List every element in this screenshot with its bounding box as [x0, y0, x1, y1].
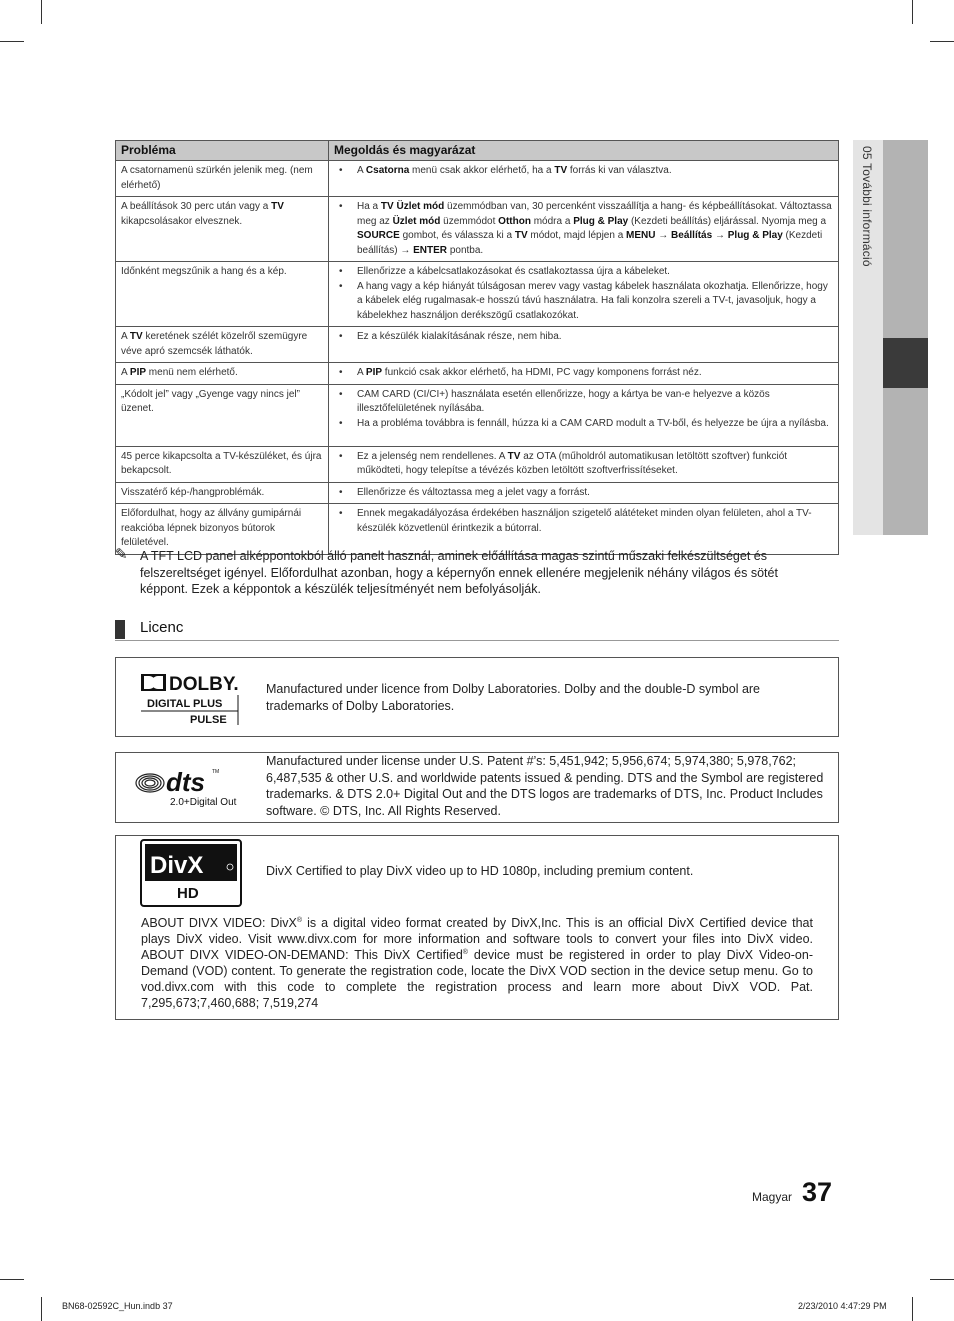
table-row [116, 363, 839, 385]
solution-item: • Ez a készülék kialakításának része, nem hiba. [337, 330, 833, 345]
dolby-logo [140, 672, 250, 728]
dts-logo-subtitle: 2.0+Digital Out [170, 797, 237, 808]
solution-cell [329, 197, 839, 262]
dts-logo [134, 765, 246, 815]
solution-cell [329, 327, 839, 363]
problem-cell: Visszatérő kép-/hangproblémák. [116, 482, 329, 504]
solution-item: • A hang vagy a kép hiányát túlságosan merev vagy vastag kábelek használata okozhatja. Ellenőrizze, hogy a kábelek elég rugalmasak-e hosszú távú használatra. Ha fali konzolra szereli a TV-t, javasoljuk, hogy a kábelekhez használjon derékszögű csatlakozókat. [337, 280, 833, 324]
solution-item: • Ha a TV Üzlet mód üzemmódban van, 30 percenként visszaállítja a hang- és képbeállításokat. Változtassa meg az Üzlet mód üzemmódot Otthon módra a Plug & Play (Kezdeti beállítás) eljárással. Nyomja meg a SOURCE gombot, és válassza ki a TV módot, majd lépjen a MENU → Beállítás → Plug & Play (Kezdeti beállítás) → ENTER pontba. [337, 200, 833, 258]
section-title: Licenc [140, 619, 184, 636]
problem-cell: A csatornamenü szürkén jelenik meg. (nem elérhető) [116, 161, 329, 197]
dts-license-box [115, 752, 839, 823]
solution-cell [329, 384, 839, 446]
table-row [116, 384, 839, 446]
problem-cell: A TV keretének szélét közelről szemügyre véve apró szemcsék láthatók. [116, 327, 329, 363]
lcd-note-text: A TFT LCD panel alképpontokból álló panelt használ, aminek előállítása magas szintű műszaki felkészültséget és felszereltséget igényel. Előfordulhat azonban, hogy a képernyőn ennek ellenére megjelenik néhány világos és sötét képpont. Ezek a képpontok a készülék teljesítményét nem befolyásolják. [140, 549, 778, 596]
divx-logo-hd: HD [177, 885, 199, 902]
table-row [116, 446, 839, 482]
page-language: Magyar [752, 1190, 793, 1204]
table-row [116, 482, 839, 504]
pencil-note-icon: ✎ [115, 546, 128, 563]
crop-mark [0, 41, 24, 42]
dolby-logo-pulse: PULSE [190, 714, 227, 726]
solution-cell [329, 504, 839, 555]
dolby-license-text: Manufactured under licence from Dolby Laboratories. Dolby and the double-D symbol are trademarks of Dolby Laboratories. [266, 682, 761, 713]
divx-about-part3: device must be registered in order to play DivX Video-on-Demand (VOD) content. To generate the registration code, locate the DivX VOD section in the device setup menu. Go to vod.divx.com with this code to complete the registration process and learn more about DivX VOD. Pat. 7,295,673;7,460,688; 7,519,274 [141, 948, 813, 1010]
solution-item: • Ez a jelenség nem rendellenes. A TV az OTA (műholdról automatikusan letöltött szoftver) funkciót működteti, hogy telepítse a tévézés közben letöltött szoftverfrissítéseket. [337, 450, 833, 479]
table-row [116, 262, 839, 327]
problem-cell: A beállítások 30 perc után vagy a TV kikapcsolásakor elvesznek. [116, 197, 329, 262]
solution-item: • Ellenőrizze a kábelcsatlakozásokat és csatlakoztassa újra a kábeleket. [337, 265, 833, 280]
problem-cell: Időnként megszűnik a hang és a kép. [116, 262, 329, 327]
table-row [116, 504, 839, 555]
problem-cell: 45 perce kikapcsolta a TV-készüléket, és újra bekapcsolt. [116, 446, 329, 482]
dolby-license-box [115, 657, 839, 737]
table-row [116, 197, 839, 262]
solution-item: • Ellenőrizze és változtassa meg a jelet vagy a forrást. [337, 486, 833, 501]
problem-cell: Előfordulhat, hogy az állvány gumipárnái reakcióba lépnek bizonyos bútorok felületével. [116, 504, 329, 555]
crop-mark [912, 1297, 913, 1321]
crop-mark [0, 1279, 24, 1280]
page-number: 37 [802, 1177, 833, 1207]
solution-cell [329, 363, 839, 385]
problem-cell: „Kódolt jel” vagy „Gyenge vagy nincs jel” üzenet. [116, 384, 329, 446]
divx-license-text: DivX Certified to play DivX video up to HD 1080p, including premium content. [266, 864, 694, 878]
registered-mark: ® [296, 916, 303, 924]
dts-logo-tm: TM [212, 769, 220, 775]
divx-about-text [141, 915, 813, 1011]
solution-cell [329, 482, 839, 504]
table-header-row [116, 141, 839, 161]
header-problem: Probléma [116, 141, 329, 161]
crop-mark [912, 0, 913, 24]
solution-item: • A Csatorna menü csak akkor elérhető, ha a TV forrás ki van választva. [337, 164, 833, 179]
solution-item: • CAM CARD (CI/CI+) használata esetén ellenőrizze, hogy a kártya be van-e helyezve a közös illesztőfelületének nyílásába. [337, 388, 833, 417]
crop-mark [41, 1297, 42, 1321]
crop-mark [930, 1279, 954, 1280]
table-row [116, 327, 839, 363]
crop-mark [41, 0, 42, 24]
solution-cell [329, 161, 839, 197]
divx-about-part1: ABOUT DIVX VIDEO: DivX [141, 916, 297, 930]
section-marker [115, 620, 125, 639]
lcd-note [115, 548, 815, 598]
divx-logo [140, 839, 242, 907]
dolby-logo-digital-plus: DIGITAL PLUS [147, 698, 223, 710]
divx-license-box [115, 835, 839, 1020]
solution-cell [329, 262, 839, 327]
footer-date: 2/23/2010 4:47:29 PM [798, 1301, 887, 1311]
footer-file: BN68-02592C_Hun.indb 37 [62, 1301, 173, 1311]
problem-cell: A PIP menü nem elérhető. [116, 363, 329, 385]
chapter-tab-label: 05 További információ [860, 146, 874, 267]
registered-mark: ® [462, 948, 468, 956]
solution-item: • Ha a probléma továbbra is fennáll, húzza ki a CAM CARD modult a TV-ből, és helyezze be újra a nyílásba. [337, 417, 833, 432]
divx-logo-wordmark: DivX [150, 852, 204, 879]
solution-cell [329, 446, 839, 482]
header-solution: Megoldás és magyarázat [329, 141, 839, 161]
dts-license-text: Manufactured under license under U.S. Patent #’s: 5,451,942; 5,956,674; 5,974,380; 5,978,762; 6,487,535 & other U.S. and worldwide patents issued & pending. DTS and the Symbol are registered trademarks. & DTS 2.0+ Digital Out and the DTS logos are trademarks of DTS, Inc. Product Includes software. © DTS, Inc. All Rights Reserved. [266, 754, 824, 818]
section-heading [115, 618, 839, 641]
solution-item: • A PIP funkció csak akkor elérhető, ha HDMI, PC vagy komponens forrást néz. [337, 366, 833, 381]
crop-mark [930, 41, 954, 42]
dolby-logo-wordmark: DOLBY. [169, 674, 239, 695]
solution-item: • Ennek megakadályozása érdekében használjon szigetelő alátéteket minden olyan felületen, ahol a TV-készülék közvetlenül érintkezik a bútorral. [337, 507, 833, 536]
chapter-tab-marker [883, 338, 928, 388]
troubleshooting-table [115, 140, 839, 555]
divx-about-part2: is a digital video format created by DivX,Inc. This is an official DivX Certified device that plays DivX video. Visit www.divx.com for more information and software tools to convert your files into DivX video. ABOUT DIVX VIDEO-ON-DEMAND: This DivX Certified [141, 916, 813, 962]
table-row [116, 161, 839, 197]
dts-logo-wordmark: dts [166, 767, 205, 797]
